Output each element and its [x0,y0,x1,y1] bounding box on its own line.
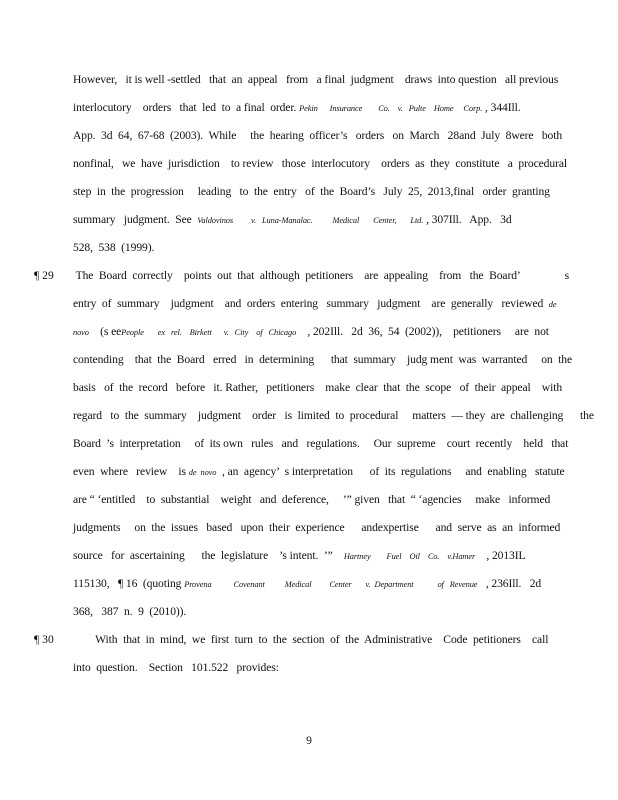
italic-term: de [548,300,557,309]
text-line [73,325,549,338]
text-line: However, it is well -settled that an appeal from a final judgment draws into question all previous [73,73,559,86]
text-segment: summary judgment. See [73,213,192,226]
text-segment: source for ascertaining the legislature ’s intent. ’” [73,549,333,562]
page-number: 9 [306,734,312,747]
text-line: With that in mind, we first turn to the section of the Administrative Code petitioners call [73,633,549,646]
italic-term: de novo [188,468,217,477]
paragraph-number: ¶ 29 [34,269,54,282]
text-line [73,549,525,562]
case-citation: Hartney Fuel Oil Co. v.Hamer [343,552,476,561]
text-line: contending that the Board erred in determining that summary judg ment was warranted on the [73,353,573,366]
text-line: App. 3d 64, 67-68 (2003). While the hearing officer’s orders on March 28and July 8were both [73,129,563,142]
text-line [73,577,541,590]
citation-tail: , 344Ill. [482,101,521,114]
text-line: step in the progression leading to the entry of the Board’s July 25, 2013,final order granting [73,185,550,198]
case-citation: People ex rel. Birkett v. City of Chicago [121,328,297,337]
text-line: basis of the record before it. Rather, petitioners make clear that the scope of their appeal with [73,381,563,394]
text-segment: 115130, ¶ 16 (quoting [73,577,182,590]
italic-term: novo [73,328,89,337]
text-segment: The Board correctly points out that although petitioners are appealing from the Board’ [73,269,520,282]
citation-tail: , 202Ill. 2d 36, 54 (2002)), petitioners are not [296,325,549,338]
text-line: 368, 387 n. 9 (2010)). [73,605,187,618]
text-line [73,213,512,226]
text-line: into question. Section 101.522 provides: [73,661,279,674]
case-citation: Valdovinos v. Luna-Manalac. Medical Center, Ltd. [197,216,424,225]
text-line: are “ ‘entitled to substantial weight and deference, ’” given that “ ‘agencies make informed [73,493,551,506]
text-line [73,269,569,282]
text-segment: entry of summary judgment and orders entering summary judgment are generally reviewed [73,297,544,310]
text-segment: , an agency’ s interpretation of its regulations and enabling statute [216,465,565,478]
text-line [73,297,557,310]
text-line: judgments on the issues based upon their experience andexpertise and serve as an informed [73,521,561,534]
text-segment: interlocutory orders that led to a final order. [73,101,297,114]
citation-tail: , 2013IL [475,549,526,562]
paragraph-number: ¶ 30 [34,633,54,646]
text-segment: s [564,269,570,282]
case-citation: Pekin Insurance Co. v. Pulte Home Corp. [299,104,483,113]
text-line [73,101,521,114]
case-citation: Provena Covenant Medical Center v. Department of Revenue [184,580,478,589]
text-line: nonfinal, we have jurisdiction to review those interlocutory orders as they constitute a procedural [73,157,568,170]
citation-tail: , 236Ill. 2d [477,577,542,590]
citation-tail: , 307Ill. App. 3d [423,213,512,226]
text-segment: even where review is [73,465,186,478]
text-line: Board ’s interpretation of its own rules and regulations. Our supreme court recently held that [73,437,569,450]
text-line: 528, 538 (1999). [73,241,155,254]
text-line [73,465,565,478]
text-line: regard to the summary judgment order is limited to procedural matters — they are challenging the [73,409,594,422]
text-segment: (s ee [100,325,122,338]
